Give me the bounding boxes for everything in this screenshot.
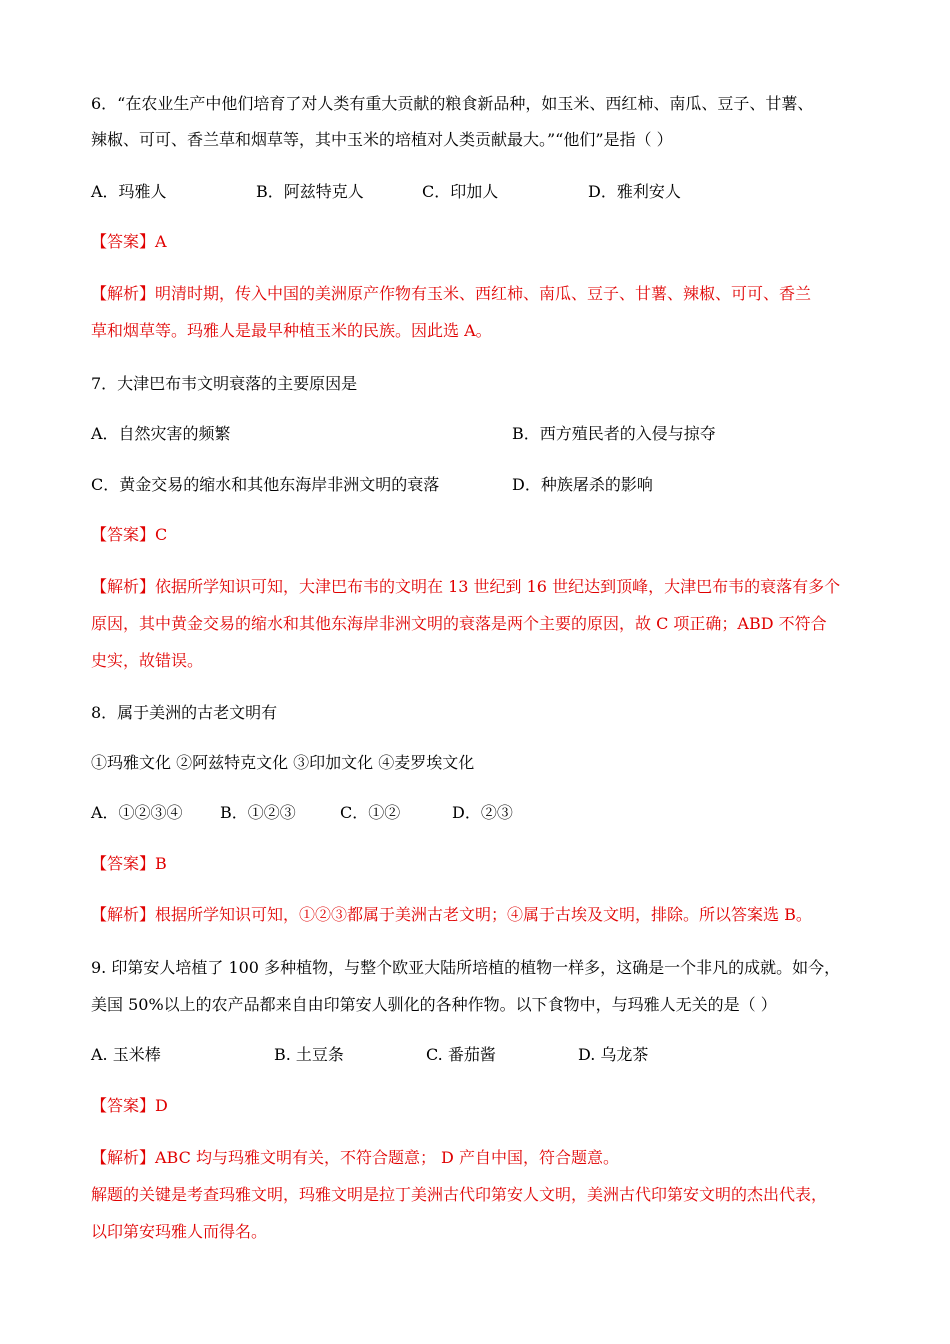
q6-analysis-line2: 草和烟草等。玛雅人是最早种植玉米的民族。因此选 A。 bbox=[91, 321, 492, 340]
q6-analysis-line1: 【解析】明清时期，传入中国的美洲原产作物有玉米、西红柿、南瓜、豆子、甘薯、辣椒、可可、香兰 bbox=[91, 284, 812, 303]
q6-stem-line1: 6．“在农业生产中他们培育了对人类有重大贡献的粮食新品种，如玉米、西红柿、南瓜、豆子、甘薯、 bbox=[91, 94, 814, 113]
q9-stem-line1: 9. 印第安人培植了 100 多种植物，与整个欧亚大陆所培植的植物一样多，这确是一个非凡的成就。如今， bbox=[91, 958, 841, 977]
q7-analysis-line2: 原因，其中黄金交易的缩水和其他东海岸非洲文明的衰落是两个主要的原因，故 C 项正确；ABD 不符合 bbox=[91, 614, 827, 633]
q9-stem-line2: 美国 50%以上的农产品都来自由印第安人驯化的各种作物。以下食物中，与玛雅人无关的是（ ） bbox=[91, 995, 777, 1014]
q6-option-d: D．雅利安人 bbox=[588, 182, 681, 201]
q6-option-a: A．玛雅人 bbox=[91, 182, 167, 201]
q8-items: ①玛雅文化 ②阿兹特克文化 ③印加文化 ④麦罗埃文化 bbox=[91, 753, 475, 772]
q7-answer: 【答案】C bbox=[91, 525, 168, 544]
q8-option-c: C．①② bbox=[340, 803, 401, 822]
q9-answer: 【答案】D bbox=[91, 1096, 168, 1115]
q9-analysis-line2: 解题的关键是考查玛雅文明，玛雅文明是拉丁美洲古代印第安人文明，美洲古代印第安文明的杰出代表， bbox=[91, 1185, 828, 1204]
q6-stem-line2: 辣椒、可可、香兰草和烟草等，其中玉米的培植对人类贡献最大。”“他们”是指（ ） bbox=[91, 130, 673, 149]
q8-analysis: 【解析】根据所学知识可知，①②③都属于美洲古老文明；④属于古埃及文明，排除。所以答案选 B。 bbox=[91, 905, 812, 924]
q7-option-d: D．种族屠杀的影响 bbox=[512, 475, 653, 494]
q9-option-b: B. 土豆条 bbox=[274, 1045, 344, 1064]
q8-option-d: D．②③ bbox=[452, 803, 513, 822]
q9-analysis-line3: 以印第安玛雅人而得名。 bbox=[91, 1222, 268, 1241]
q7-option-b: B．西方殖民者的入侵与掠夺 bbox=[512, 424, 716, 443]
q6-option-b: B．阿兹特克人 bbox=[256, 182, 364, 201]
q9-option-d: D. 乌龙茶 bbox=[578, 1045, 649, 1064]
q9-option-a: A. 玉米棒 bbox=[91, 1045, 161, 1064]
q8-answer: 【答案】B bbox=[91, 854, 167, 873]
q7-option-c: C．黄金交易的缩水和其他东海岸非洲文明的衰落 bbox=[91, 475, 440, 494]
q7-option-a: A．自然灾害的频繁 bbox=[91, 424, 231, 443]
q7-stem: 7．大津巴布韦文明衰落的主要原因是 bbox=[91, 374, 358, 393]
q8-stem: 8．属于美洲的古老文明有 bbox=[91, 703, 278, 722]
q6-option-c: C．印加人 bbox=[422, 182, 499, 201]
q8-option-a: A．①②③④ bbox=[91, 803, 183, 822]
q7-analysis-line3: 史实，故错误。 bbox=[91, 651, 204, 670]
q8-option-b: B．①②③ bbox=[220, 803, 296, 822]
q9-analysis-line1: 【解析】ABC 均与玛雅文明有关，不符合题意； D 产自中国，符合题意。 bbox=[91, 1148, 619, 1167]
q6-answer: 【答案】A bbox=[91, 232, 167, 251]
q7-analysis-line1: 【解析】依据所学知识可知，大津巴布韦的文明在 13 世纪到 16 世纪达到顶峰，大津巴布韦的衰落有多个 bbox=[91, 577, 841, 596]
q9-option-c: C. 番茄酱 bbox=[426, 1045, 496, 1064]
